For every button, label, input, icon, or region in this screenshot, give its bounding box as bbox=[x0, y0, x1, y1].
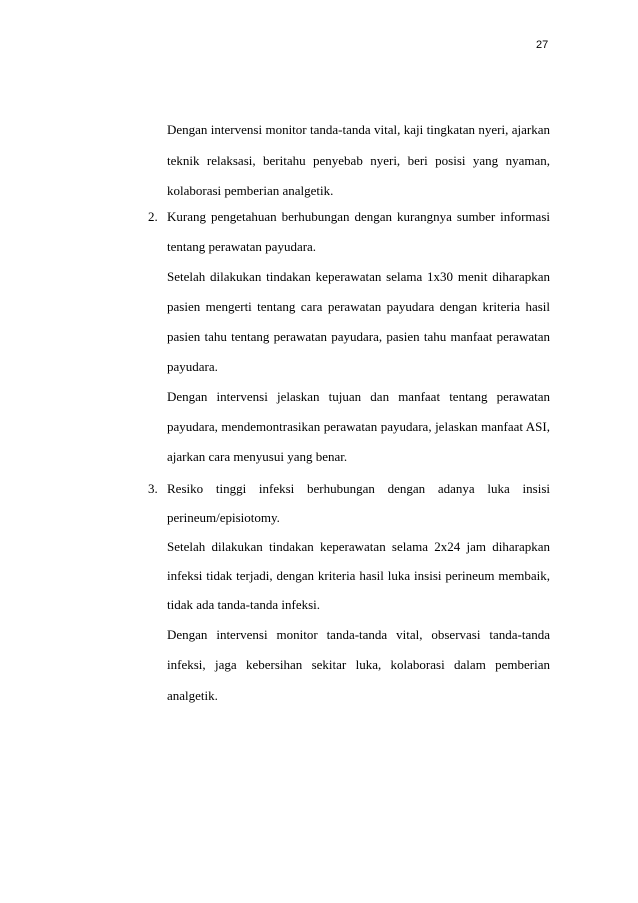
list-item-number: 2. bbox=[148, 209, 158, 224]
text-line: Setelah dilakukan tindakan keperawatan selama 2x24 jam diharapkan bbox=[167, 539, 550, 554]
text-line: teknik relaksasi, beritahu penyebab nyeri, beri posisi yang nyaman, bbox=[167, 153, 550, 168]
text-line: infeksi tidak terjadi, dengan kriteria hasil luka insisi perineum membaik, bbox=[167, 568, 550, 583]
text-line: tidak ada tanda-tanda infeksi. bbox=[167, 597, 321, 612]
text-line: perineum/episiotomy. bbox=[167, 510, 280, 525]
page-number: 27 bbox=[536, 39, 549, 51]
text-line: Resiko tinggi infeksi berhubungan dengan adanya luka insisi bbox=[167, 481, 550, 496]
text-line: pasien mengerti tentang cara perawatan payudara dengan kriteria hasil bbox=[167, 299, 550, 314]
list-item-number: 3. bbox=[148, 481, 158, 496]
text-line: Kurang pengetahuan berhubungan dengan kurangnya sumber informasi bbox=[167, 209, 550, 224]
text-line: Dengan intervensi monitor tanda-tanda vital, observasi tanda-tanda bbox=[167, 627, 550, 642]
text-line: kolaborasi pemberian analgetik. bbox=[167, 183, 334, 198]
text-line: Dengan intervensi monitor tanda-tanda vital, kaji tingkatan nyeri, ajarkan bbox=[167, 122, 550, 137]
text-line: payudara, mendemontrasikan perawatan payudara, jelaskan manfaat ASI, bbox=[167, 419, 550, 434]
text-line: ajarkan cara menyusui yang benar. bbox=[167, 449, 348, 464]
text-line: analgetik. bbox=[167, 688, 218, 703]
text-line: pasien tahu tentang perawatan payudara, pasien tahu manfaat perawatan bbox=[167, 329, 550, 344]
text-line: payudara. bbox=[167, 359, 218, 374]
text-line: Setelah dilakukan tindakan keperawatan selama 1x30 menit diharapkan bbox=[167, 269, 550, 284]
text-line: tentang perawatan payudara. bbox=[167, 239, 317, 254]
text-line: infeksi, jaga kebersihan sekitar luka, kolaborasi dalam pemberian bbox=[167, 657, 550, 672]
text-line: Dengan intervensi jelaskan tujuan dan manfaat tentang perawatan bbox=[167, 389, 550, 404]
